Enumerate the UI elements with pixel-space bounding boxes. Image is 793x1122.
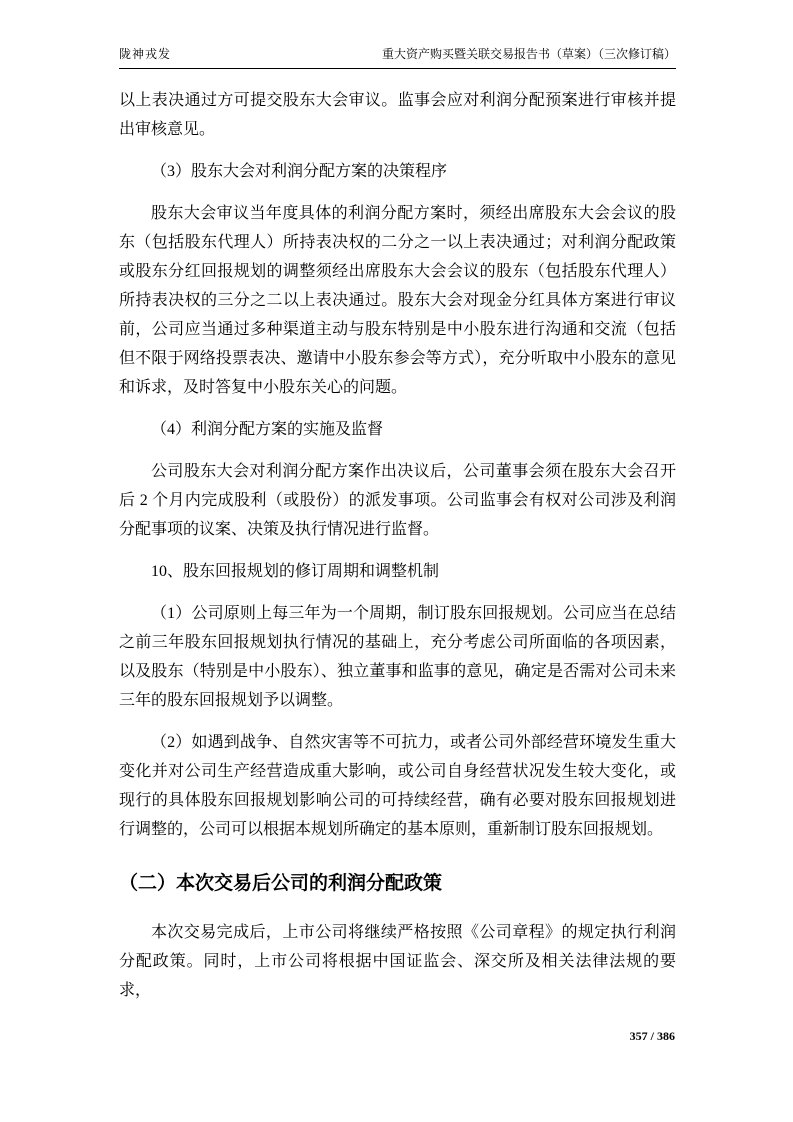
subsection-3-heading: （3）股东大会对利润分配方案的决策程序 <box>151 163 448 180</box>
section-2-heading: （二）本次交易后公司的利润分配政策 <box>119 873 443 894</box>
closing-paragraph: 本次交易完成后，上市公司将继续严格按照《公司章程》的规定执行利润分配政策。同时，上市公司将根据中国证监会、深交所及相关法律法规的要求， <box>119 924 676 999</box>
header-report-title: 重大资产购买暨关联交易报告书（草案）（三次修订稿） <box>381 47 676 61</box>
item-10-heading: 10、股东回报规划的修订周期和调整机制 <box>151 563 440 580</box>
subsection-4-heading: （4）利润分配方案的实施及监督 <box>151 421 384 438</box>
header-company-name: 陇神戎发 <box>119 47 172 61</box>
paragraph: （2）如遇到战争、自然灾害等不可抗力，或者公司外部经营环境发生重大变化并对公司生产经营造成重大影响，或公司自身经营状况发生较大变化，或现行的具体股东回报规划影响公司的可持续经营，确有必要对股东回报规划进行调整的，公司可以根据本规划所确定的基本原则，重新制订股东回报规划。 <box>119 734 676 838</box>
paragraph: （1）公司原则上每三年为一个周期，制订股东回报规划。公司应当在总结之前三年股东回报规划执行情况的基础上，充分考虑公司所面临的各项因素，以及股东（特别是中小股东）、独立董事和监事的意见，确定是否需对公司未来三年的股东回报规划予以调整。 <box>119 605 676 709</box>
page-number: 357 / 386 <box>629 1029 675 1043</box>
page-header <box>119 46 676 69</box>
paragraph: 股东大会审议当年度具体的利润分配方案时，须经出席股东大会会议的股东（包括股东代理人）所持表决权的二分之一以上表决通过；对利润分配政策或股东分红回报规划的调整须经出席股东大会会议的股东（包括股东代理人）所持表决权的三分之二以上表决通过。股东大会对现金分红具体方案进行审议前，公司应当通过多种渠道主动与股东特别是中小股东进行沟通和交流（包括但不限于网络投票表决、邀请中小股东参会等方式），充分听取中小股东的意见和诉求，及时答复中小股东关心的问题。 <box>119 205 676 396</box>
paragraph-continuation: 以上表决通过方可提交股东大会审议。监事会应对利润分配预案进行审核并提出审核意见。 <box>119 92 676 138</box>
page-body <box>119 69 676 1005</box>
paragraph: 公司股东大会对利润分配方案作出决议后，公司董事会须在股东大会召开后 2 个月内完成股利（或股份）的派发事项。公司监事会有权对公司涉及利润分配事项的议案、决策及执行情况进行监督。 <box>119 463 676 538</box>
